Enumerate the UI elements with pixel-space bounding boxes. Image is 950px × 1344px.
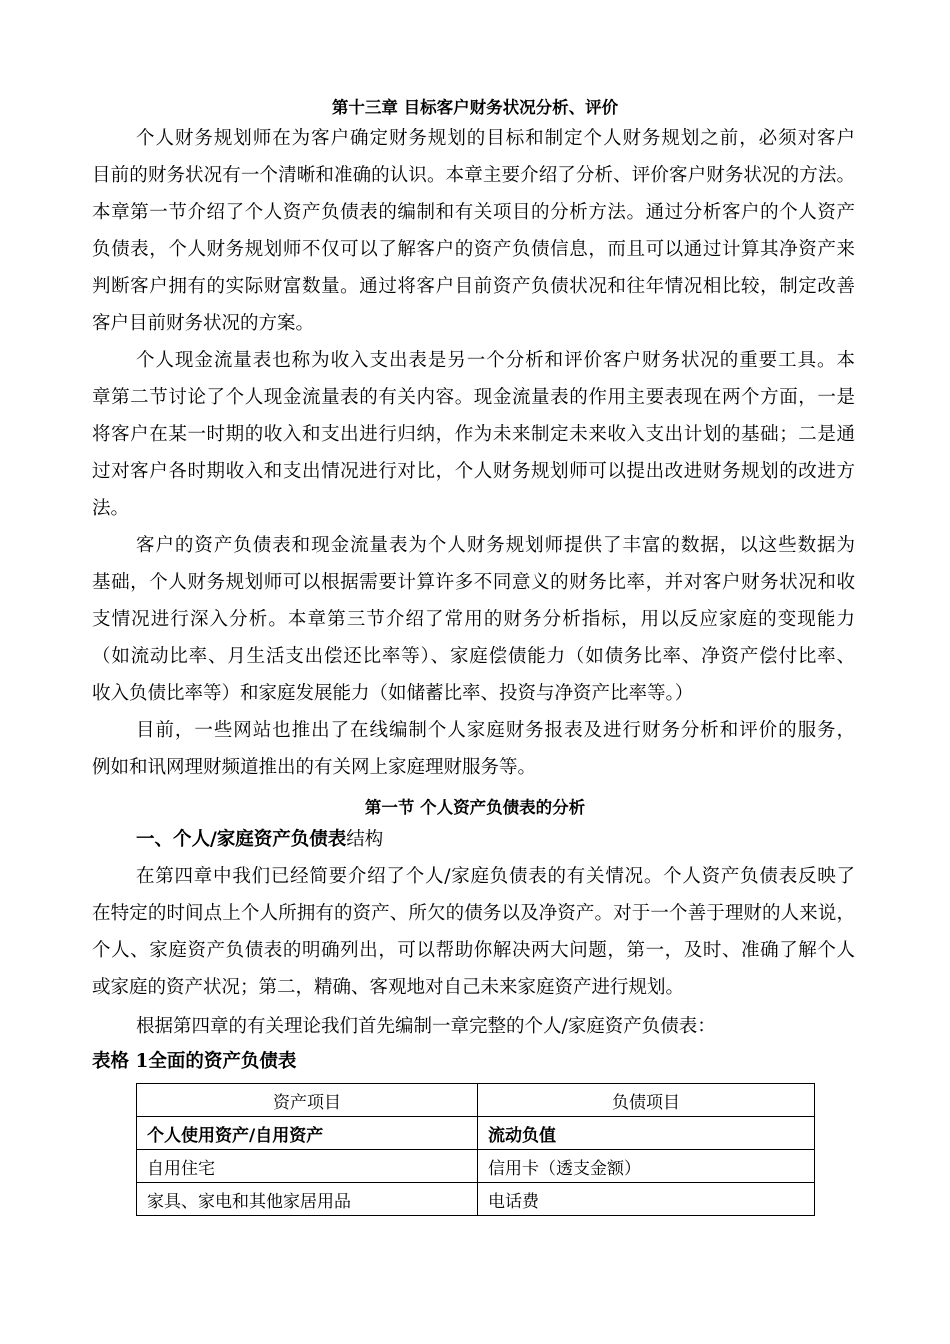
paragraph-line: 本章第一节介绍了个人资产负债表的编制和有关项目的分析方法。通过分析客户的个人资产	[92, 202, 855, 223]
paragraph-line: 判断客户拥有的实际财富数量。通过将客户目前资产负债状况和往年情况相比较，制定改善	[92, 276, 855, 297]
paragraph-line: 目前的财务状况有一个清晰和准确的认识。本章主要介绍了分析、评价客户财务状况的方法。	[92, 165, 855, 186]
paragraph-line: 过对客户各时期收入和支出情况进行对比，个人财务规划师可以提出改进财务规划的改进方	[92, 461, 855, 482]
paragraph-line: 例如和讯网理财频道推出的有关网上家庭理财服务等。	[92, 757, 537, 778]
paragraph-line: （如流动比率、月生活支出偿还比率等）、家庭偿债能力（如债务比率、净资产偿付比率、	[92, 646, 855, 667]
table-caption: 表格 1全面的资产负债表	[92, 1051, 297, 1072]
table-cell: 自用住宅	[137, 1150, 478, 1183]
table-header-cell: 负债项目	[478, 1084, 815, 1117]
paragraph-line: 基础，个人财务规划师可以根据需要计算许多不同意义的财务比率，并对客户财务状况和收	[92, 572, 855, 593]
table-row	[137, 1183, 815, 1216]
paragraph-line: 章第二节讨论了个人现金流量表的有关内容。现金流量表的作用主要表现在两个方面，一是	[92, 387, 855, 408]
paragraph-line: 个人现金流量表也称为收入支出表是另一个分析和评价客户财务状况的重要工具。本	[136, 350, 855, 371]
subsection-heading	[136, 827, 383, 853]
table-cell: 家具、家电和其他家居用品	[137, 1183, 478, 1216]
section-title: 第一节 个人资产负债表的分析	[364, 798, 586, 817]
table-row	[137, 1150, 815, 1183]
paragraph-line: 目前，一些网站也推出了在线编制个人家庭财务报表及进行财务分析和评价的服务，	[136, 720, 855, 741]
table-cell: 电话费	[478, 1183, 815, 1216]
table-category-cell: 流动负值	[478, 1117, 815, 1150]
paragraph-line: 在第四章中我们已经简要介绍了个人/家庭负债表的有关情况。个人资产负债表反映了	[136, 866, 855, 887]
subsection-heading-normal: 结构	[346, 829, 384, 850]
table-header-cell: 资产项目	[137, 1084, 478, 1117]
paragraph-line: 负债表，个人财务规划师不仅可以了解客户的资产负债信息，而且可以通过计算其净资产来	[92, 239, 855, 260]
paragraph-line: 法。	[92, 498, 130, 519]
paragraph-line: 支情况进行深入分析。本章第三节介绍了常用的财务分析指标，用以反应家庭的变现能力	[92, 609, 855, 630]
paragraph-line: 将客户在某一时期的收入和支出进行归纳，作为未来制定未来收入支出计划的基础；二是通	[92, 424, 855, 445]
subsection-heading-bold: 一、个人/家庭资产负债表	[136, 829, 347, 850]
paragraph-line: 个人、家庭资产负债表的明确列出，可以帮助你解决两大问题，第一，及时、准确了解个人	[92, 940, 855, 961]
paragraph-line: 在特定的时间点上个人所拥有的资产、所欠的债务以及净资产。对于一个善于理财的人来说，	[92, 903, 855, 924]
paragraph-line: 收入负债比率等）和家庭发展能力（如储蓄比率、投资与净资产比率等。）	[92, 683, 694, 704]
paragraph-line: 根据第四章的有关理论我们首先编制一章完整的个人/家庭资产负债表：	[136, 1016, 716, 1037]
balance-sheet-table	[136, 1083, 815, 1216]
table-category-cell: 个人使用资产/自用资产	[137, 1117, 478, 1150]
paragraph-line: 或家庭的资产状况；第二，精确、客观地对自己未来家庭资产进行规划。	[92, 977, 685, 998]
paragraph-line: 客户目前财务状况的方案。	[92, 313, 315, 334]
paragraph-line: 个人财务规划师在为客户确定财务规划的目标和制定个人财务规划之前，必须对客户	[136, 128, 855, 149]
chapter-title: 第十三章 目标客户财务状况分析、评价	[331, 98, 619, 117]
table-cell: 信用卡（透支金额）	[478, 1150, 815, 1183]
table-header-row	[137, 1084, 815, 1117]
paragraph-line: 客户的资产负债表和现金流量表为个人财务规划师提供了丰富的数据，以这些数据为	[136, 535, 855, 556]
table-category-row	[137, 1117, 815, 1150]
